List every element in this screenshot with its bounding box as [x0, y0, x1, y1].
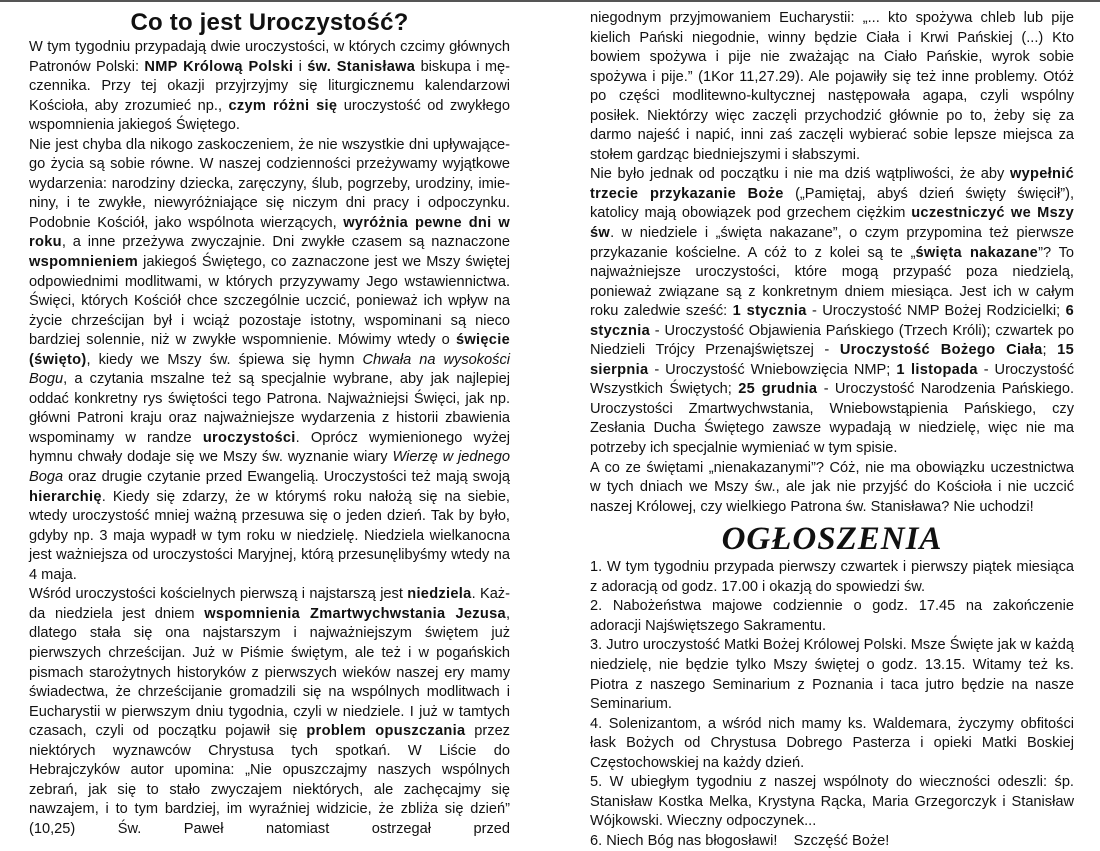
bold-emphasis: 6 stycznia	[590, 303, 1074, 339]
right-article-body	[590, 9, 1074, 517]
italic-emphasis: Chwała na wysokości Bogu	[29, 351, 510, 388]
bold-emphasis: święcie (święto)	[29, 332, 510, 368]
bold-emphasis: hierarchię	[29, 488, 102, 505]
bold-emphasis: wyróżnia pewne dni w roku	[29, 214, 510, 251]
bold-emphasis: czym różni się	[228, 97, 338, 114]
announcement-item: 5. W ubiegłym tygodniu z naszej wspólnoty do wieczności odeszli: śp. Stanisław Kostka Melka, Krystyna Rącka, Maria Grzegorczyk i Stanisław Wójkowski. Wieczny odpoczynek...	[590, 774, 1074, 830]
article-paragraph: A co ze świętami „nienakazanymi”? Cóż, nie ma obowiązku uczestnictwa w tych dniach we Mszy św., ale jak nie przyjść do Kościoła i nie uczcić naszej Królowej, czy wielkiego Patrona św. Stanisława? Nie uchodzi!	[590, 459, 1074, 515]
article-paragraph: Nie było jednak od początku i nie ma dziś wątpliwości, że aby wypełnić trzecie przykazanie Boże („Pamiętaj, abyś dzień święty święcił”), katolicy mają obowiązek pod grzechem ciężkim uczestniczyć we Mszy św. w niedziele i „święta nakazane”, o czym przypomina też pierwsze przykazanie kościelne. A cóż to z kolei są te „święta nakazane”? To najważniejsze uroczystości, które mogą przypaść poza niedzielą, ponieważ związane są z konkretnym dniem miesiąca. Jest ich w całym roku zaledwie sześć: 1 stycznia - Uroczystość NMP Bożej Rodzicielki; 6 stycznia - Uroczystość Objawienia Pańskiego (Trzech Króli); czwartek po Niedzieli Trójcy Przenajświętszej - Uroczystość Bożego Ciała; 15 sierpnia - Uroczystość Wniebowzięcia NMP; 1 listopada - Uroczystość Wszystkich Świętych; 25 grudnia - Uroczystość Narodzenia Pańskiego. Uroczystości Zmartwychwstania, Wniebowstąpienia Pańskiego, czy Zesłania Ducha Świętego zawsze wypadają w niedzielę, więc nie ma potrzeby ich specjalnie wymieniać w tym spisie.	[590, 166, 1075, 457]
page-top-border	[0, 0, 1100, 2]
bold-emphasis: uczestniczyć we Mszy św	[590, 205, 1074, 242]
announcements-title: OGŁOSZENIA	[721, 521, 943, 558]
bold-emphasis: Uroczystość Bożego Ciała	[839, 342, 1043, 359]
article-paragraph: W tym tygodniu przypadają dwie uroczystości, w których czcimy głównych Patronów Polski: NMP Królową Polski i św. Stanisława biskupa i męczennika. Przy tej okazji przyjrzyjmy się liturgicznemu kalendarzowi Kościoła, aby zrozumieć np., czym różni się uroczystość od zwykłego wspomnienia jakiegoś Świętego.	[29, 39, 510, 134]
bold-emphasis: NMP Królową Polski	[144, 58, 294, 75]
left-column	[29, 8, 510, 839]
article-paragraph: Nie jest chyba dla nikogo zaskoczeniem, że nie wszystkie dni upływającego życia są sobie równe. W naszej codzienności przeżywamy wyjątkowe wydarzenia: narodziny dziecka, zaręczyny, ślub, pogrzeby, urodziny, imieniny, i te zwykłe, niewyróżniające się niczym dni pracy i odpoczynku. Podobnie Kościół, jako wspólnota wierzących, wyróżnia pewne dni w roku, a inne przeżywa zwyczajnie. Dni zwykłe czasem są naznaczone wspomnieniem jakiegoś Świętego, co zaznaczone jest we Mszy świętej odpowiednimi modlitwami, w których przyzywamy Jego wstawiennictwa. Święci, których Kościół chce szczególnie uczcić, ponieważ ich wpływ na życie chrześcijan był i wciąż pozostaje istotny, wspominani są nieco bardziej solennie, niż w zwykłe wspomnienie. Mówimy wtedy o święcie (święto), kiedy we Mszy św. śpiewa się hymn Chwała na wysokości Bogu, a czytania mszalne też są specjalnie wybrane, aby jak najlepiej oddać konkretny rys świętości tego Patrona. Najważniejsi Święci, jak np. główni Patroni kraju oraz najważniejsze wydarzenia z historii zbawienia wspominamy w randze uroczystości. Oprócz wymienionego wyżej hymnu chwały dodaje się we Mszy św. wyznanie wiary Wierzę w jednego Boga oraz drugie czytanie przed Ewangelią. Uroczystości też mają swoją hierarchię. Kiedy się zdarzy, że w którymś roku nałożą się na siebie, wtedy uroczystość mniej ważną przesuwa się o jeden dzień. Tak by było, gdyby np. 3 maja wypadł w tym roku w niedzielę. Niedziela wielkanocna jest ważniejsza od uroczystości Maryjnej, którą przesunęlibyśmy wtedy na 4 maja.	[29, 136, 511, 583]
bold-emphasis: wypełnić trzecie przykazanie Boże	[590, 166, 1074, 202]
left-article-body	[29, 38, 510, 839]
article-paragraph: Wśród uroczystości kościelnych pierwszą i najstarszą jest niedziela. Każda niedziela jest dniem wspomnienia Zmartwychwstania Jezusa, dlatego stała się ona najstarszym i najważniejszym świętem już pierwszych chrześcijan. Już w Piśmie świętym, ale też i w pogańskich pismach starożytnych historyków z pierwszych wieków naszej ery mamy świadectwa, że chrześcijanie gromadzili się na wspólnych modlitwach i Eucharystii w pierwszym dniu tygodnia, czyli w niedziele. I już w tamtych czasach, czyli od początku pojawił się problem opuszczania przez niektórych wyznawców Chrystusa tych spotkań. W Liście do Hebrajczyków autor upomina: „Nie opuszczajmy naszych wspólnych zebrań, jak się to stało zwyczajem niektórych, ale zachęcajmy się nawzajem, i to tym bardziej, im wyraźniej widzicie, że zbliża się dzień” (10,25) Św. Paweł natomiast ostrzegał przed	[29, 586, 511, 837]
announcement-item: 3. Jutro uroczystość Matki Bożej Królowej Polski. Msze Święte jak w każdą niedzielę, nie będzie tylko Mszy świętej o godz. 13.15. Witamy też ks. Piotra z naszego Seminarium z Poznania i taca jutro będzie na nasze Seminarium.	[590, 637, 1074, 713]
bold-emphasis: święta nakazane	[915, 244, 1039, 261]
announcements-list	[590, 558, 1074, 851]
bold-emphasis: św. Stanisława	[307, 58, 416, 75]
announcement-item: 2. Nabożeństwa majowe codziennie o godz. 17.45 na zakończenie adoracji Najświętszego Sakramentu.	[590, 598, 1074, 634]
bold-emphasis: wspomnienia Zmartwychwstania Jezusa	[204, 605, 506, 622]
announcement-item: 1. W tym tygodniu przypada pierwszy czwartek i pierwszy piątek miesiąca z adoracją od godz. 17.00 i okazją do spowiedzi św.	[590, 559, 1074, 595]
right-column	[590, 9, 1074, 851]
bold-emphasis: 25 grudnia	[738, 381, 818, 398]
bold-emphasis: niedziela	[407, 586, 472, 603]
bold-emphasis: problem opuszczania	[306, 723, 466, 740]
announcement-item: 6. Niech Bóg nas błogosławi! Szczęść Boże!	[590, 832, 890, 849]
bold-emphasis: 15 sierpnia	[590, 342, 1075, 378]
bold-emphasis: 1 stycznia	[732, 303, 807, 320]
announcement-item: 4. Solenizantom, a wśród nich mamy ks. Waldemara, życzymy obfitości łask Bożych od Chrystusa Dobrego Pasterza i opieki Matki Boskiej Częstochowskiej na każdy dzień.	[590, 715, 1074, 771]
bold-emphasis: wspomnieniem	[29, 254, 139, 271]
italic-emphasis: Wierzę w jednego Boga	[29, 449, 510, 486]
article-paragraph: niegodnym przyjmowaniem Eucharystii: „... kto spożywa chleb lub pije kielich Pański niegodnie, winny będzie Ciała i Krwi Pańskiej (...) Kto bowiem spożywa i pije nie zważając na Ciało Pańskie, wyrok sobie spożywa i pije.” (1Kor 11,27.29). Ale pojawiły się też inne problemy. Otóż po części modlitewno-kultycznej następowała agapa, czyli wspólny posiłek. Niektórzy więc zaczęli przychodzić głównie po to, żeby się za darmo najeść i napić, inni zaś zaczęli wybierać sobie lepsze miejsca za stołem gardząc biedniejszymi i słabszymi.	[590, 10, 1074, 163]
bold-emphasis: uroczystości	[202, 429, 296, 446]
bold-emphasis: 1 listopada	[896, 361, 978, 378]
article-title: Co to jest Uroczystość?	[130, 9, 409, 36]
